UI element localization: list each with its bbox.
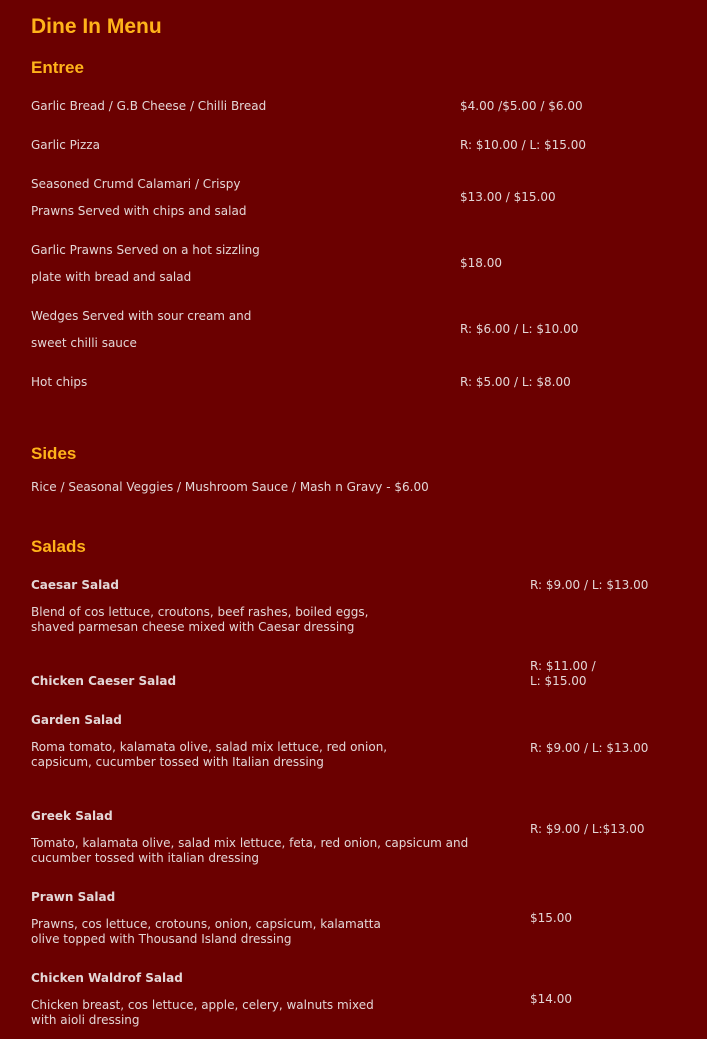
salad-item-price-continued: L: $15.00: [530, 674, 587, 688]
entree-item-price: $18.00: [460, 256, 502, 270]
salad-item-price: $15.00: [530, 911, 572, 925]
entree-item-name: Garlic Prawns Served on a hot sizzling: [31, 243, 260, 257]
entree-item-price: $13.00 / $15.00: [460, 190, 556, 204]
salad-item-description-continued: with aioli dressing: [31, 1013, 140, 1027]
salad-item-price: $14.00: [530, 992, 572, 1006]
salad-item-name: Greek Salad: [31, 809, 113, 823]
salad-item-name: Garden Salad: [31, 713, 122, 727]
entree-item-name: Garlic Pizza: [31, 138, 100, 152]
entree-item-name: Seasoned Crumd Calamari / Crispy: [31, 177, 241, 191]
entree-item-name-continued: plate with bread and salad: [31, 270, 192, 284]
salad-item-description: Roma tomato, kalamata olive, salad mix lettuce, red onion,: [31, 740, 388, 754]
salad-item-description: Tomato, kalamata olive, salad mix lettuce, feta, red onion, capsicum and: [31, 836, 469, 850]
salad-item-description-continued: cucumber tossed with italian dressing: [31, 851, 260, 865]
sides-section-title: Sides: [31, 444, 77, 463]
salad-item-price: R: $9.00 / L: $13.00: [530, 741, 649, 755]
salad-item-name: Caesar Salad: [31, 578, 119, 592]
page-title: Dine In Menu: [31, 15, 162, 38]
salad-item-price: R: $9.00 / L:$13.00: [530, 822, 645, 836]
entree-item-price: R: $5.00 / L: $8.00: [460, 375, 571, 389]
salad-item-price: R: $9.00 / L: $13.00: [530, 578, 649, 592]
entree-item-price: R: $10.00 / L: $15.00: [460, 138, 587, 152]
salad-item-description-continued: olive topped with Thousand Island dressing: [31, 932, 292, 946]
entree-item-price: R: $6.00 / L: $10.00: [460, 322, 579, 336]
salad-item-name: Chicken Caeser Salad: [31, 674, 177, 688]
salad-item-name: Prawn Salad: [31, 890, 116, 904]
salad-item-description: Chicken breast, cos lettuce, apple, celery, walnuts mixed: [31, 998, 374, 1012]
salads-section-title: Salads: [31, 537, 86, 556]
entree-item-price: $4.00 /$5.00 / $6.00: [460, 99, 583, 113]
entree-item-name: Hot chips: [31, 375, 88, 389]
entree-item-name: Wedges Served with sour cream and: [31, 309, 252, 323]
entree-section-title: Entree: [31, 58, 84, 77]
salad-item-description-continued: capsicum, cucumber tossed with Italian dressing: [31, 755, 324, 769]
salad-item-description: Blend of cos lettuce, croutons, beef rashes, boiled eggs,: [31, 605, 369, 619]
entree-item-name-continued: sweet chilli sauce: [31, 336, 137, 350]
entree-item-name: Garlic Bread / G.B Cheese / Chilli Bread: [31, 99, 267, 113]
salad-item-description-continued: shaved parmesan cheese mixed with Caesar dressing: [31, 620, 355, 634]
salad-item-price: R: $11.00 /: [530, 659, 596, 673]
salad-item-description: Prawns, cos lettuce, crotouns, onion, capsicum, kalamatta: [31, 917, 381, 931]
salad-item-name: Chicken Waldrof Salad: [31, 971, 183, 985]
entree-item-name-continued: Prawns Served with chips and salad: [31, 204, 247, 218]
sides-text: Rice / Seasonal Veggies / Mushroom Sauce / Mash n Gravy - $6.00: [31, 480, 429, 494]
